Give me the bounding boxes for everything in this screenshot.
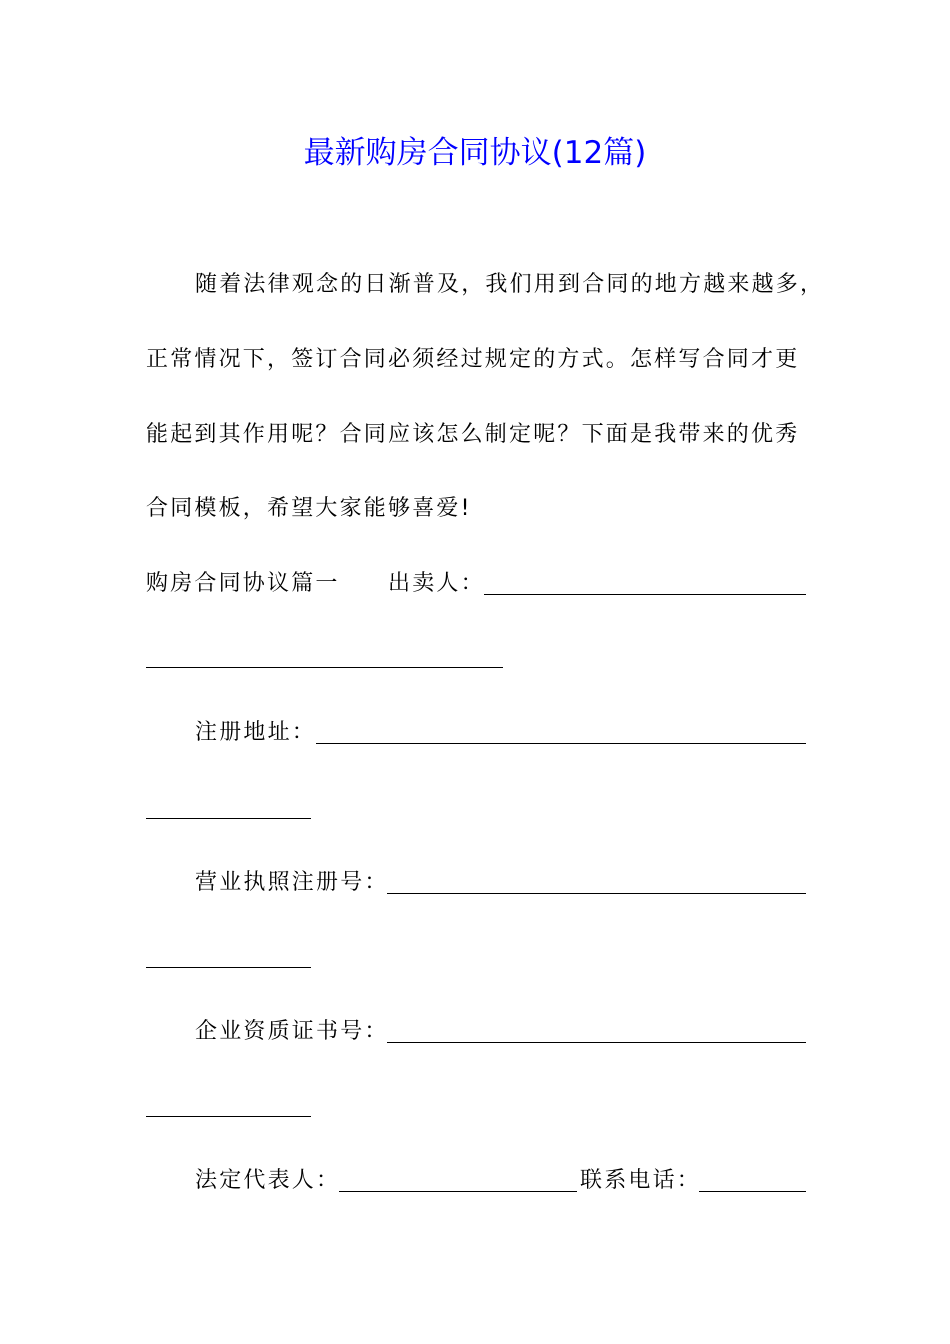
legal-representative-blank-line	[339, 1191, 577, 1192]
seller-blank-line-continued	[146, 667, 503, 668]
qualification-cert-blank-line-continued	[146, 1116, 311, 1117]
qualification-cert-blank-line	[387, 1042, 806, 1043]
seller-label: 出卖人：	[388, 571, 485, 596]
document-title: 最新购房合同协议(12篇)	[303, 135, 647, 171]
registered-address-blank-line-continued	[146, 818, 311, 819]
intro-line-2: 正常情况下，签订合同必须经过规定的方式。怎样写合同才更	[146, 347, 800, 372]
registered-address-label: 注册地址：	[195, 720, 317, 745]
business-license-blank-line-continued	[146, 967, 311, 968]
qualification-cert-label: 企业资质证书号：	[195, 1019, 389, 1044]
legal-representative-label: 法定代表人：	[195, 1168, 341, 1193]
intro-line-4: 合同模板，希望大家能够喜爱!	[146, 496, 472, 521]
registered-address-blank-line	[316, 743, 806, 744]
seller-blank-line	[484, 594, 806, 595]
phone-label: 联系电话：	[580, 1168, 702, 1193]
business-license-blank-line	[387, 893, 806, 894]
intro-line-3: 能起到其作用呢？合同应该怎么制定呢？下面是我带来的优秀	[146, 422, 800, 447]
section-heading: 购房合同协议篇一	[146, 571, 340, 596]
phone-blank-line	[699, 1191, 806, 1192]
business-license-label: 营业执照注册号：	[195, 870, 389, 895]
intro-line-1: 随着法律观念的日渐普及，我们用到合同的地方越来越多，	[195, 272, 825, 297]
